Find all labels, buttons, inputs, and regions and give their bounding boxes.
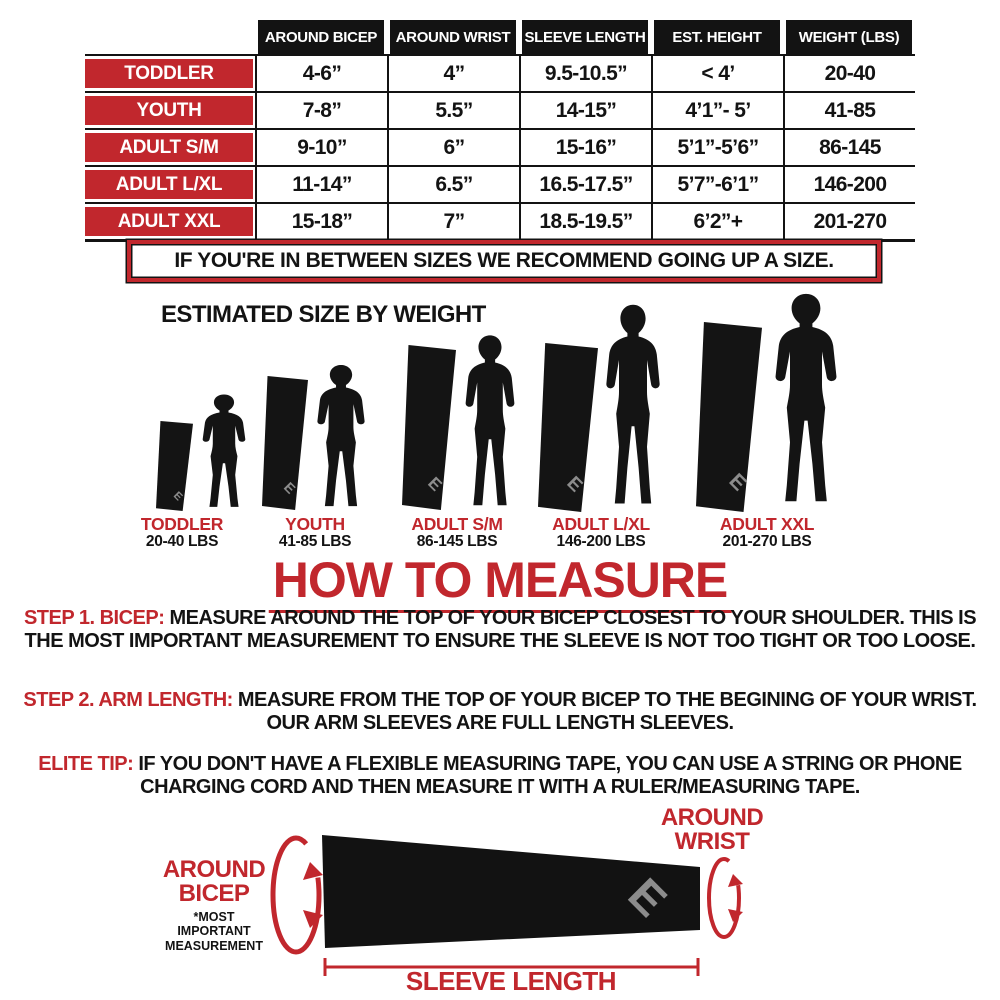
adult-lxl-person-silhouette <box>606 305 659 504</box>
logo-e-diagram: E <box>618 867 678 927</box>
step-2-arm-length <box>18 689 983 736</box>
cell-height: 4’1”- 5’ <box>651 93 783 128</box>
table-row-adult-xxl <box>85 202 915 242</box>
cell-bicep: 7-8” <box>255 93 387 128</box>
logo-e-adult-lxl: E <box>562 472 587 497</box>
size-label: YOUTH <box>85 96 253 125</box>
cell-weight: 201-270 <box>783 204 915 239</box>
cell-wrist: 6” <box>387 130 519 165</box>
logo-e-youth: E <box>280 478 299 497</box>
logo-e-toddler: E <box>170 489 185 504</box>
col-around-bicep: AROUND BICEP <box>258 20 384 54</box>
cell-height: 6’2”+ <box>651 204 783 239</box>
col-weight: WEIGHT (LBS) <box>786 20 912 54</box>
elite-tip-text: IF YOU DON'T HAVE A FLEXIBLE MEASURING TAPE, YOU CAN USE A STRING OR PHONE CHARGING CORD AND THEN MEASURE IT WITH A RULER/MEASURING TAPE. <box>138 753 962 799</box>
cell-height: 5’1”-5’6” <box>651 130 783 165</box>
cell-bicep: 11-14” <box>255 167 387 202</box>
step-2-lead: STEP 2. ARM LENGTH: <box>23 689 233 711</box>
cell-bicep: 9-10” <box>255 130 387 165</box>
adult-sm-person-silhouette <box>466 335 515 505</box>
table-row-youth <box>85 91 915 128</box>
table-row-adult-sm <box>85 128 915 165</box>
adult-lxl-sleeve-shape <box>538 305 660 512</box>
size-group-label-toddler: TODDLER 20-40 LBS <box>140 514 224 550</box>
label-around-bicep: AROUND BICEP <box>162 856 266 907</box>
adult-xxl-person-silhouette <box>776 294 837 501</box>
cell-bicep: 15-18” <box>255 204 387 239</box>
adult-sm-sleeve-shape <box>402 335 514 510</box>
cell-weight: 86-145 <box>783 130 915 165</box>
cell-sleeve: 9.5-10.5” <box>519 56 651 91</box>
adult-xxl-sleeve-shape <box>696 294 836 512</box>
size-label-cell <box>85 56 255 91</box>
cell-weight: 41-85 <box>783 93 915 128</box>
size-group-label-adult-sm: ADULT S/M 86-145 LBS <box>411 514 503 550</box>
wrist-ellipse-icon <box>709 859 743 937</box>
size-label-cell <box>85 93 255 128</box>
cell-height: < 4’ <box>651 56 783 91</box>
elite-tip-lead: ELITE TIP: <box>38 753 134 775</box>
toddler-sleeve-shape <box>156 395 245 511</box>
cell-sleeve: 18.5-19.5” <box>519 204 651 239</box>
header-spacer <box>85 20 255 54</box>
size-label: ADULT L/XL <box>85 170 253 199</box>
cell-sleeve: 16.5-17.5” <box>519 167 651 202</box>
cell-wrist: 4” <box>387 56 519 91</box>
cell-weight: 146-200 <box>783 167 915 202</box>
between-sizes-note: IF YOU'RE IN BETWEEN SIZES WE RECOMMEND GOING UP A SIZE. <box>127 240 881 282</box>
col-est-height: EST. HEIGHT <box>654 20 780 54</box>
logo-e-adult-sm: E <box>424 473 446 495</box>
step-2-text: MEASURE FROM THE TOP OF YOUR BICEP TO THE BEGINING OF YOUR WRIST. OUR ARM SLEEVES ARE FULL LENGTH SLEEVES. <box>237 689 977 735</box>
estimated-size-heading: ESTIMATED SIZE BY WEIGHT <box>161 301 486 328</box>
size-label: ADULT S/M <box>85 133 253 162</box>
size-label-cell <box>85 204 255 239</box>
size-group-label-adult-lxl: ADULT L/XL 146-200 LBS <box>552 514 650 550</box>
elite-tip <box>18 753 983 800</box>
cell-sleeve: 14-15” <box>519 93 651 128</box>
label-bicep-note: *MOST IMPORTANT MEASUREMENT <box>165 910 263 953</box>
size-label: TODDLER <box>85 59 253 88</box>
size-group-label-youth: YOUTH 41-85 LBS <box>278 514 352 550</box>
cell-wrist: 7” <box>387 204 519 239</box>
table-row-adult-lxl <box>85 165 915 202</box>
logo-e-adult-xxl: E <box>724 469 751 496</box>
toddler-person-silhouette <box>203 395 246 507</box>
col-sleeve-length: SLEEVE LENGTH <box>522 20 648 54</box>
size-group-label-adult-xxl: ADULT XXL 201-270 LBS <box>719 514 815 550</box>
size-silhouettes-figure <box>140 288 860 514</box>
table-header-row <box>85 20 915 54</box>
col-around-wrist: AROUND WRIST <box>390 20 516 54</box>
label-around-wrist: AROUND WRIST <box>660 804 764 855</box>
how-to-measure-heading: HOW TO MEASURE <box>269 551 732 613</box>
cell-height: 5’7”-6’1” <box>651 167 783 202</box>
youth-sleeve-shape <box>262 365 365 510</box>
step-1-bicep <box>18 607 983 654</box>
size-table <box>85 20 915 242</box>
step-1-text: MEASURE AROUND THE TOP OF YOUR BICEP CLOSEST TO YOUR SHOULDER. THIS IS THE MOST IMPORTANT MEASUREMENT TO ENSURE THE SLEEVE IS NOT TOO TIGHT OR TOO LOOSE. <box>24 607 977 653</box>
cell-bicep: 4-6” <box>255 56 387 91</box>
bicep-ellipse-icon <box>273 838 323 952</box>
cell-sleeve: 15-16” <box>519 130 651 165</box>
size-label-cell <box>85 130 255 165</box>
cell-wrist: 5.5” <box>387 93 519 128</box>
table-row-toddler <box>85 54 915 91</box>
cell-wrist: 6.5” <box>387 167 519 202</box>
youth-person-silhouette <box>317 365 364 506</box>
size-label-cell <box>85 167 255 202</box>
label-sleeve-length: SLEEVE LENGTH <box>405 966 617 996</box>
cell-weight: 20-40 <box>783 56 915 91</box>
size-label: ADULT XXL <box>85 207 253 236</box>
step-1-lead: STEP 1. BICEP: <box>23 607 165 629</box>
